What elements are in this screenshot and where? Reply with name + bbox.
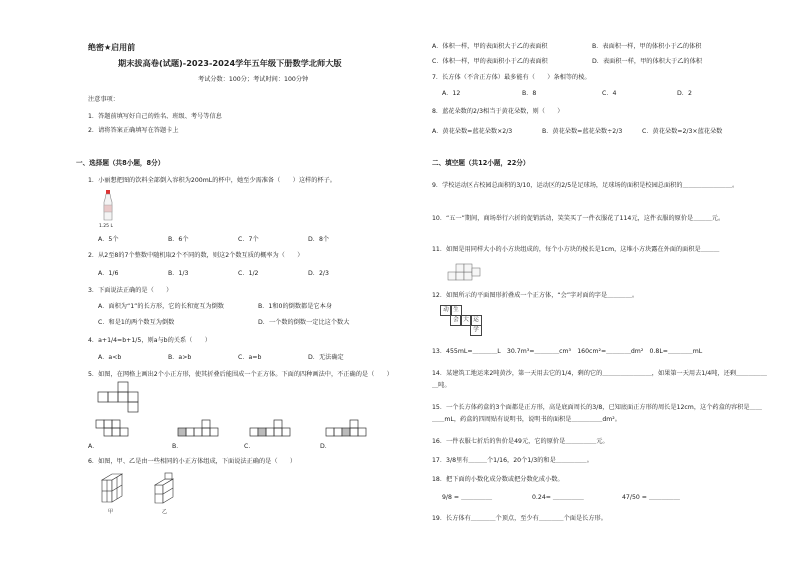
net-cell: 运 xyxy=(470,315,482,326)
cube-stack-figure xyxy=(153,473,181,507)
option[interactable]: C． xyxy=(244,443,255,450)
notice-item: 1．答题前填写好自己的姓名、班级、考号等信息 xyxy=(88,113,222,120)
question-stem: 7．长方体（不含正方体）最多能有（ ）条相等的棱。 xyxy=(432,74,591,81)
bottle-icon xyxy=(102,190,114,222)
option[interactable]: D．无法确定 xyxy=(308,354,344,361)
cube-net-figure xyxy=(98,382,148,412)
question-stem: 3．下面说法正确的是（ ） xyxy=(88,287,173,294)
question-stem: 10．“五一”期间，商场举行六折的促销活动，笑笑买了一件衣服花了114元，这件衣服的原价是＿＿＿元。 xyxy=(432,215,725,222)
question-stem: 19．长方体有＿＿＿＿个顶点，至少有＿＿＿＿个面是长方形。 xyxy=(432,515,607,522)
option[interactable]: A．黄花朵数=蓝花朵数×2/3 xyxy=(432,128,513,135)
question-stem: 17．3/8里有＿＿＿个1/16，20个1/3的和是＿＿＿＿＿。 xyxy=(432,457,593,464)
question-stem: 9．学校运动区占校园总面积的3/10，运动区的2/5是足球场，足球场的面积是校园总面积的＿＿＿＿＿＿＿＿。 xyxy=(432,182,739,189)
option[interactable]: D． xyxy=(320,443,331,450)
section-title: 二、填空题（共12小题，22分） xyxy=(432,159,530,167)
option[interactable]: B． xyxy=(172,443,183,450)
option[interactable]: A． xyxy=(88,443,99,450)
net-cell: 生 xyxy=(450,305,462,316)
option[interactable]: D．2/3 xyxy=(308,270,329,277)
option[interactable]: B．1和0的倒数都是它本身 xyxy=(258,303,332,310)
option[interactable]: C．1/2 xyxy=(238,270,259,277)
question-stem: 15．一个长方体药盒的3个面都是正方形，高是底面周长的3/8，已知底面正方形的周长是12cm，这个药盒的容积是＿＿＿＿mL，药盒的四周贴有说明书，说明书的面积是＿＿＿＿＿dm²。 xyxy=(432,404,762,423)
cube-net-options xyxy=(86,420,406,445)
net-cell: 学 xyxy=(470,325,482,336)
option[interactable]: C．4 xyxy=(602,90,617,97)
option[interactable]: B．1/3 xyxy=(168,270,189,277)
fill-item[interactable]: 47/50 = ＿＿＿＿＿ xyxy=(622,494,680,501)
question-stem: 16．一件衣服七折后的售价是49元，它的原价是＿＿＿＿＿元。 xyxy=(432,438,609,445)
question-stem: 6．如图，甲、乙是由一些相同的小正方体组成，下面说法正确的是（ ） xyxy=(88,458,297,465)
option[interactable]: A．5个 xyxy=(98,236,119,243)
option[interactable]: C．和是1的两个数互为倒数 xyxy=(98,319,175,326)
net-cell: 会 xyxy=(450,315,462,326)
option[interactable]: D．8个 xyxy=(308,236,330,243)
secret-label: 绝密★启用前 xyxy=(88,43,136,52)
bottle-label: 1.25 L xyxy=(99,224,113,229)
block-stack-figure xyxy=(446,260,486,286)
option[interactable]: A．1/6 xyxy=(98,270,119,277)
option[interactable]: B．表面积一样，甲的体积小于乙的体积 xyxy=(592,43,702,50)
cube-stack-figure xyxy=(98,470,128,506)
option[interactable]: C．体积一样，甲的表面积小于乙的表面积 xyxy=(432,58,548,65)
page-title: 期末拔高卷(试题)-2023-2024学年五年级下册数学北师大版 xyxy=(118,58,342,68)
question-stem: 14．某建筑工地运来2吨黄沙，第一天用去它的1/4，剩的它的＿＿＿＿＿＿＿＿，如果第一天用去1/4吨，还剩＿＿＿＿＿＿吨。 xyxy=(432,370,767,389)
option[interactable]: D．一个数的倒数一定比这个数大 xyxy=(258,319,350,326)
option[interactable]: B．a>b xyxy=(168,354,192,361)
option[interactable]: A．a<b xyxy=(98,354,122,361)
question-stem: 4．a+1/4=b+1/5，则a与b的关系（ ） xyxy=(88,337,211,344)
question-stem: 2．从2至8的7个整数中随机取2个不同的数，则这2个数互质的概率为（ ） xyxy=(88,252,304,259)
question-stem: 8．蓝花朵数的2/3相当于黄花朵数，则（ ） xyxy=(432,108,564,115)
option[interactable]: C．a=b xyxy=(238,354,262,361)
net-cell: 动 xyxy=(440,305,452,316)
fill-item[interactable]: 9/8 = ＿＿＿＿＿ xyxy=(442,494,493,501)
option[interactable]: A．体积一样，甲的表面积大于乙的表面积 xyxy=(432,43,548,50)
option[interactable]: D．表面积一样，甲的体积大于乙的体积 xyxy=(592,58,702,65)
option[interactable]: B．8 xyxy=(522,90,537,97)
question-stem: 5．如图，在网格上画出2个小正方形，使其折叠后能围成一个正方体。下面的四种画法中，不正确的是（ ） xyxy=(88,371,393,378)
option[interactable]: D．2 xyxy=(677,90,692,97)
figure-label: 甲 xyxy=(108,509,114,515)
question-stem: 13．455mL=＿＿＿＿L 30.7m³=＿＿＿＿cm³ 160cm²=＿＿＿＿dm² 0.8L=＿＿＿＿mL xyxy=(432,348,703,355)
option[interactable]: A．12 xyxy=(442,90,461,97)
notice-item: 2．请将答案正确填写在答题卡上 xyxy=(88,127,179,134)
option[interactable]: C．黄花朵数=2/3×蓝花朵数 xyxy=(642,128,723,135)
fill-item[interactable]: 0.24= ＿＿＿＿＿ xyxy=(532,494,584,501)
question-stem: 12．如图所示的平面图形折叠成一个正方体，“会”字对面的字是＿＿＿＿。 xyxy=(432,292,639,299)
question-stem: 1．小丽想把图的饮料全部倒入容积为200mL的杯中，她至少需准备（ ）这样的杯子。 xyxy=(88,177,336,184)
notice-title: 注意事项： xyxy=(88,96,119,103)
exam-info: 考试分数：100分；考试时间：100分钟 xyxy=(198,76,309,83)
question-stem: 18．把下面的小数化成分数或把分数化成小数。 xyxy=(432,476,564,483)
section-title: 一、选择题（共8小题，8分） xyxy=(76,159,165,167)
question-stem: 11．如图是用同样大小的小方块组成的，每个小方块的棱长是1cm，这堆小方块露在外面的面积是＿＿＿ xyxy=(432,246,720,253)
option[interactable]: A．面积为“1”的长方形，它的长和宽互为倒数 xyxy=(98,303,224,310)
figure-label: 乙 xyxy=(162,509,168,515)
net-cell: 大 xyxy=(460,315,472,326)
option[interactable]: C．7个 xyxy=(238,236,259,243)
option[interactable]: B．6个 xyxy=(168,236,189,243)
option[interactable]: B．黄花朵数=蓝花朵数÷2/3 xyxy=(542,128,623,135)
